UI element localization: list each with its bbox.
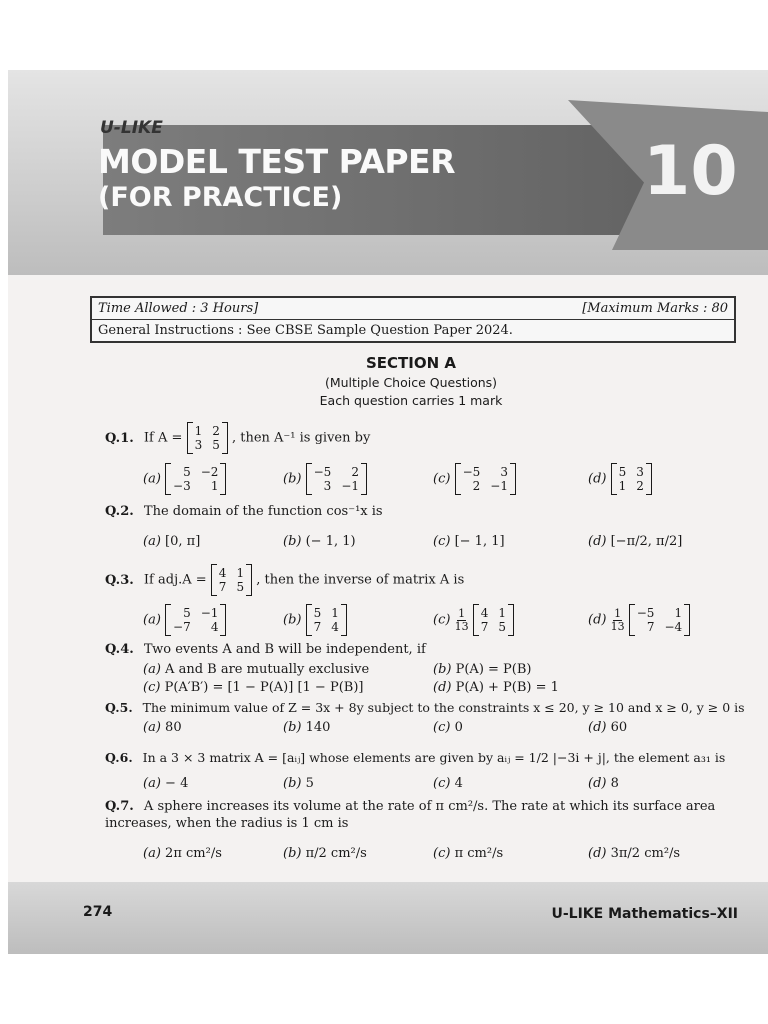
option-text: (− 1, 1) [305, 534, 356, 549]
option-label: (a) [143, 612, 161, 628]
option-text: 3π/2 cm²/s [610, 846, 681, 861]
section-heading [90, 354, 732, 408]
maximum-marks: [Maximum Marks : 80 [582, 301, 728, 316]
matrix-cell: 4 [331, 620, 339, 634]
matrix-cell: −5 [313, 465, 332, 479]
option-c [433, 776, 463, 791]
options-q4 [143, 662, 743, 698]
question-number: Q.1. [105, 430, 134, 446]
option-d [588, 720, 627, 735]
matrix-cell: 7 [480, 620, 489, 634]
option-label: (d) [588, 720, 607, 735]
matrix-cell: 1 [618, 479, 627, 493]
matrix [473, 604, 514, 636]
matrix-cell: 5 [313, 606, 322, 620]
matrix-cell: 4 [218, 566, 227, 580]
question-number: Q.5. [105, 700, 133, 715]
option-text: 0 [454, 720, 463, 735]
option-label: (a) [143, 846, 161, 861]
section-note: Each question carries 1 mark [319, 393, 503, 408]
option-text: π cm²/s [454, 846, 504, 861]
matrix-cell: 5 [236, 580, 245, 594]
question-number: Q.7. [105, 799, 134, 814]
matrix-cell: −2 [200, 465, 219, 479]
option-label: (c) [433, 720, 451, 735]
option-c [433, 846, 503, 861]
matrix-cell: 2 [212, 424, 220, 438]
option-label: (c) [433, 846, 451, 861]
matrix-cell: 1 [210, 479, 219, 493]
matrix [455, 463, 516, 495]
question-1 [105, 422, 750, 454]
option-text: P(A′B′) = [1 − P(A)] [1 − P(B)] [164, 680, 364, 695]
question-text: The minimum value of Z = 3x + 8y subject to the constraints x ≤ 20, y ≥ 10 and x ≥ 0, y ≥ 0 is [142, 700, 745, 715]
question-6 [105, 750, 750, 765]
matrix-cell: 7 [313, 620, 322, 634]
question-number: Q.3. [105, 572, 134, 588]
option-b [283, 463, 367, 495]
option-label: (b) [433, 662, 452, 677]
matrix [306, 604, 347, 636]
matrix-cell: 2 [636, 479, 644, 493]
option-d [588, 534, 682, 549]
question-text: Two events A and B will be independent, if [143, 642, 426, 657]
matrix-cell: 1 [674, 606, 683, 620]
option-label: (d) [588, 471, 607, 487]
matrix-cell: −1 [341, 479, 360, 493]
brand-logo: U-LIKE [100, 118, 163, 138]
book-title: U-LIKE Mathematics–XII [551, 906, 738, 922]
question-3 [105, 564, 750, 596]
option-b [283, 846, 367, 861]
matrix [165, 604, 226, 636]
question-text-post: , then the inverse of matrix A is [256, 572, 465, 588]
matrix-cell: 4 [210, 620, 219, 634]
matrix-cell: −4 [664, 620, 683, 634]
option-c [433, 720, 463, 735]
option-label: (d) [588, 612, 607, 628]
option-label: (b) [283, 720, 302, 735]
matrix-cell: 2 [351, 465, 360, 479]
matrix-cell: 5 [618, 465, 627, 479]
option-text: 5 [305, 776, 314, 791]
question-text: In a 3 × 3 matrix A = [aᵢⱼ] whose elements are given by aᵢⱼ = 1/2 |−3i + j|, the element a₃₁ is [142, 750, 726, 765]
option-label: (a) [143, 471, 161, 487]
coefficient: $\frac{1}{13}$ [610, 606, 625, 633]
matrix-cell: 5 [498, 620, 506, 634]
option-a [143, 604, 226, 636]
option-label: (c) [433, 534, 451, 549]
question-number: Q.6. [105, 750, 133, 765]
option-label: (d) [588, 776, 607, 791]
question-text-pre: If adj.A = [143, 572, 207, 588]
option-c [143, 680, 363, 695]
option-text: 60 [610, 720, 628, 735]
option-text: 2π cm²/s [165, 846, 222, 861]
question-text-post: , then A⁻¹ is given by [231, 430, 371, 446]
option-label: (b) [283, 776, 302, 791]
option-label: (b) [283, 534, 302, 549]
matrix-cell: 5 [212, 438, 220, 452]
matrix [306, 463, 367, 495]
option-label: (a) [143, 662, 161, 677]
option-label: (d) [588, 534, 607, 549]
option-c [433, 534, 505, 549]
option-text: − 4 [165, 776, 189, 791]
option-b [283, 776, 314, 791]
question-7 [105, 798, 745, 832]
option-text: [− 1, 1] [454, 534, 505, 549]
question-2 [105, 504, 750, 519]
option-label: (a) [143, 720, 161, 735]
matrix-cell: −3 [173, 479, 191, 493]
general-instructions: General Instructions : See CBSE Sample Question Paper 2024. [98, 323, 513, 338]
matrix-cell: 5 [183, 465, 191, 479]
question-number: Q.4. [105, 642, 134, 657]
matrix-cell: 3 [636, 465, 644, 479]
option-label: (c) [433, 471, 451, 487]
option-text: A and B are mutually exclusive [165, 662, 370, 677]
option-text: 8 [610, 776, 619, 791]
option-label: (b) [283, 612, 302, 628]
page-subtitle: (FOR PRACTICE) [98, 182, 343, 213]
option-a [143, 662, 369, 677]
option-a [143, 720, 182, 735]
matrix [187, 422, 228, 454]
page-footer [8, 882, 768, 954]
option-b [283, 534, 356, 549]
matrix-cell: −5 [462, 465, 481, 479]
info-box [90, 296, 736, 343]
page-title: MODEL TEST PAPER [98, 142, 455, 181]
option-label: (c) [143, 680, 161, 695]
question-text: The domain of the function cos⁻¹x is [143, 504, 383, 519]
matrix [211, 564, 252, 596]
matrix-cell: 3 [194, 438, 203, 452]
option-c [433, 463, 516, 495]
option-d [588, 463, 652, 495]
matrix [611, 463, 652, 495]
matrix-cell: −7 [173, 620, 191, 634]
matrix [629, 604, 690, 636]
matrix-cell: −1 [200, 606, 219, 620]
option-text: 4 [454, 776, 463, 791]
option-label: (b) [283, 471, 302, 487]
option-d [433, 680, 559, 695]
option-d [588, 604, 690, 636]
matrix [165, 463, 226, 495]
page-number: 274 [83, 904, 113, 920]
matrix-cell: 4 [480, 606, 489, 620]
section-title: SECTION A [365, 354, 456, 372]
option-text: [0, π] [165, 534, 201, 549]
option-a [143, 463, 226, 495]
option-text: 80 [165, 720, 182, 735]
question-text: A sphere increases its volume at the rate of π cm²/s. The rate at which its surface area increases, when the radius is 1 cm is [105, 799, 716, 831]
section-subtitle: (Multiple Choice Questions) [324, 375, 498, 390]
matrix-cell: 1 [236, 566, 245, 580]
option-b [283, 604, 347, 636]
option-label: (c) [433, 612, 451, 628]
option-label: (c) [433, 776, 451, 791]
option-label: (b) [283, 846, 302, 861]
header-banner [8, 70, 768, 275]
option-d [588, 846, 680, 861]
matrix-cell: −5 [636, 606, 655, 620]
option-a [143, 776, 188, 791]
option-text: π/2 cm²/s [305, 846, 367, 861]
time-allowed: Time Allowed : 3 Hours] [98, 301, 259, 316]
question-text-pre: If A = [143, 430, 183, 446]
matrix-cell: 7 [218, 580, 227, 594]
question-number: Q.2. [105, 504, 134, 519]
option-c [433, 604, 514, 636]
option-text: P(A) + P(B) = 1 [455, 680, 559, 695]
page [8, 70, 768, 954]
option-text: [−π/2, π/2] [610, 534, 683, 549]
option-text: 140 [305, 720, 331, 735]
matrix-cell: 3 [323, 479, 332, 493]
matrix-cell: 1 [331, 606, 339, 620]
option-label: (a) [143, 776, 161, 791]
coefficient: $\frac{1}{13}$ [454, 606, 469, 633]
matrix-cell: 2 [472, 479, 481, 493]
question-4 [105, 642, 750, 657]
option-label: (d) [588, 846, 607, 861]
matrix-cell: 1 [194, 424, 203, 438]
matrix-cell: 7 [646, 620, 655, 634]
matrix-cell: 5 [183, 606, 191, 620]
option-b [433, 662, 532, 677]
matrix-cell: 3 [500, 465, 508, 479]
option-text: P(A) = P(B) [455, 662, 532, 677]
matrix-cell: 1 [498, 606, 506, 620]
option-label: (a) [143, 534, 161, 549]
question-5 [105, 700, 750, 715]
paper-number: 10 [643, 132, 738, 211]
matrix-cell: −1 [490, 479, 508, 493]
option-a [143, 534, 200, 549]
option-d [588, 776, 619, 791]
option-a [143, 846, 222, 861]
info-row-time-marks [92, 298, 734, 320]
option-b [283, 720, 330, 735]
option-label: (d) [433, 680, 452, 695]
